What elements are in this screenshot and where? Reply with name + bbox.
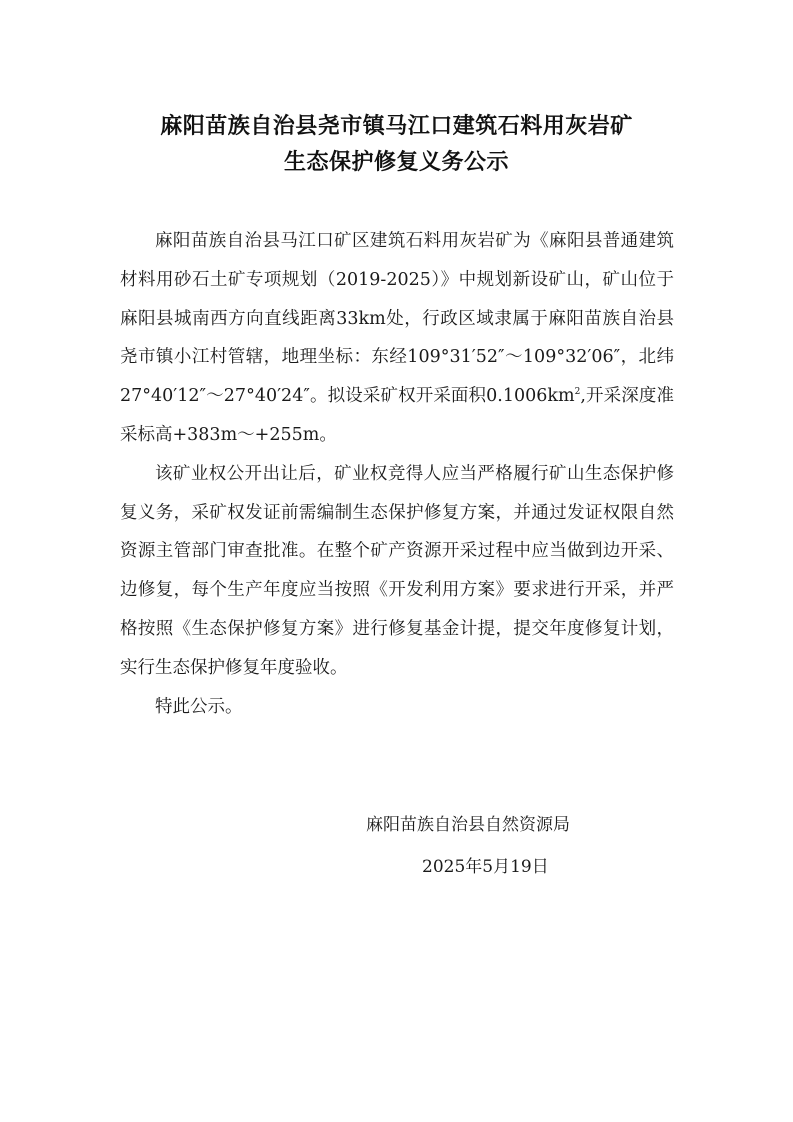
paragraph-mine-description — [120, 222, 674, 455]
document-title-line-1: 麻阳苗族自治县尧市镇马江口建筑石料用灰岩矿 — [160, 114, 633, 139]
paragraph-restoration-obligation: 该矿业权公开出让后，矿业权竞得人应当严格履行矿山生态保护修复义务，采矿权发证前需编制生态保护修复方案，并通过发证权限自然资源主管部门审查批准。在整个矿产资源开采过程中应当做到边开采、边修复，每个生产年度应当按照《开发利用方案》要求进行开采，并严格按照《生态保护修复方案》进行修复基金计提，提交年度修复计划，实行生态保护修复年度验收。 — [120, 463, 674, 678]
paragraph-1-text: 麻阳苗族自治县马江口矿区建筑石料用灰岩矿为《麻阳县普通建筑材料用砂石土矿专项规划（2019-2025）》中规划新设矿山，矿山位于麻阳县城南西方向直线距离33km处，行政区域隶属于麻阳苗族自治县尧市镇小江村管辖，地理坐标：东经109°31′52″～109°32′06″，北纬27°40′12″～27°40′24″。拟设采矿权开采面积0.1006km — [120, 231, 674, 407]
signature-date: 2025年5月19日 — [422, 857, 549, 877]
signature-organization: 麻阳苗族自治县自然资源局 — [366, 815, 570, 835]
document-title-line-2: 生态保护修复义务公示 — [283, 150, 509, 175]
paragraph-1-text-end: ,开采深度准采标高+383m～+255m。 — [120, 386, 675, 445]
closing-statement: 特此公示。 — [155, 696, 243, 717]
area-unit-superscript: 2 — [574, 387, 581, 398]
document-body — [120, 222, 674, 726]
